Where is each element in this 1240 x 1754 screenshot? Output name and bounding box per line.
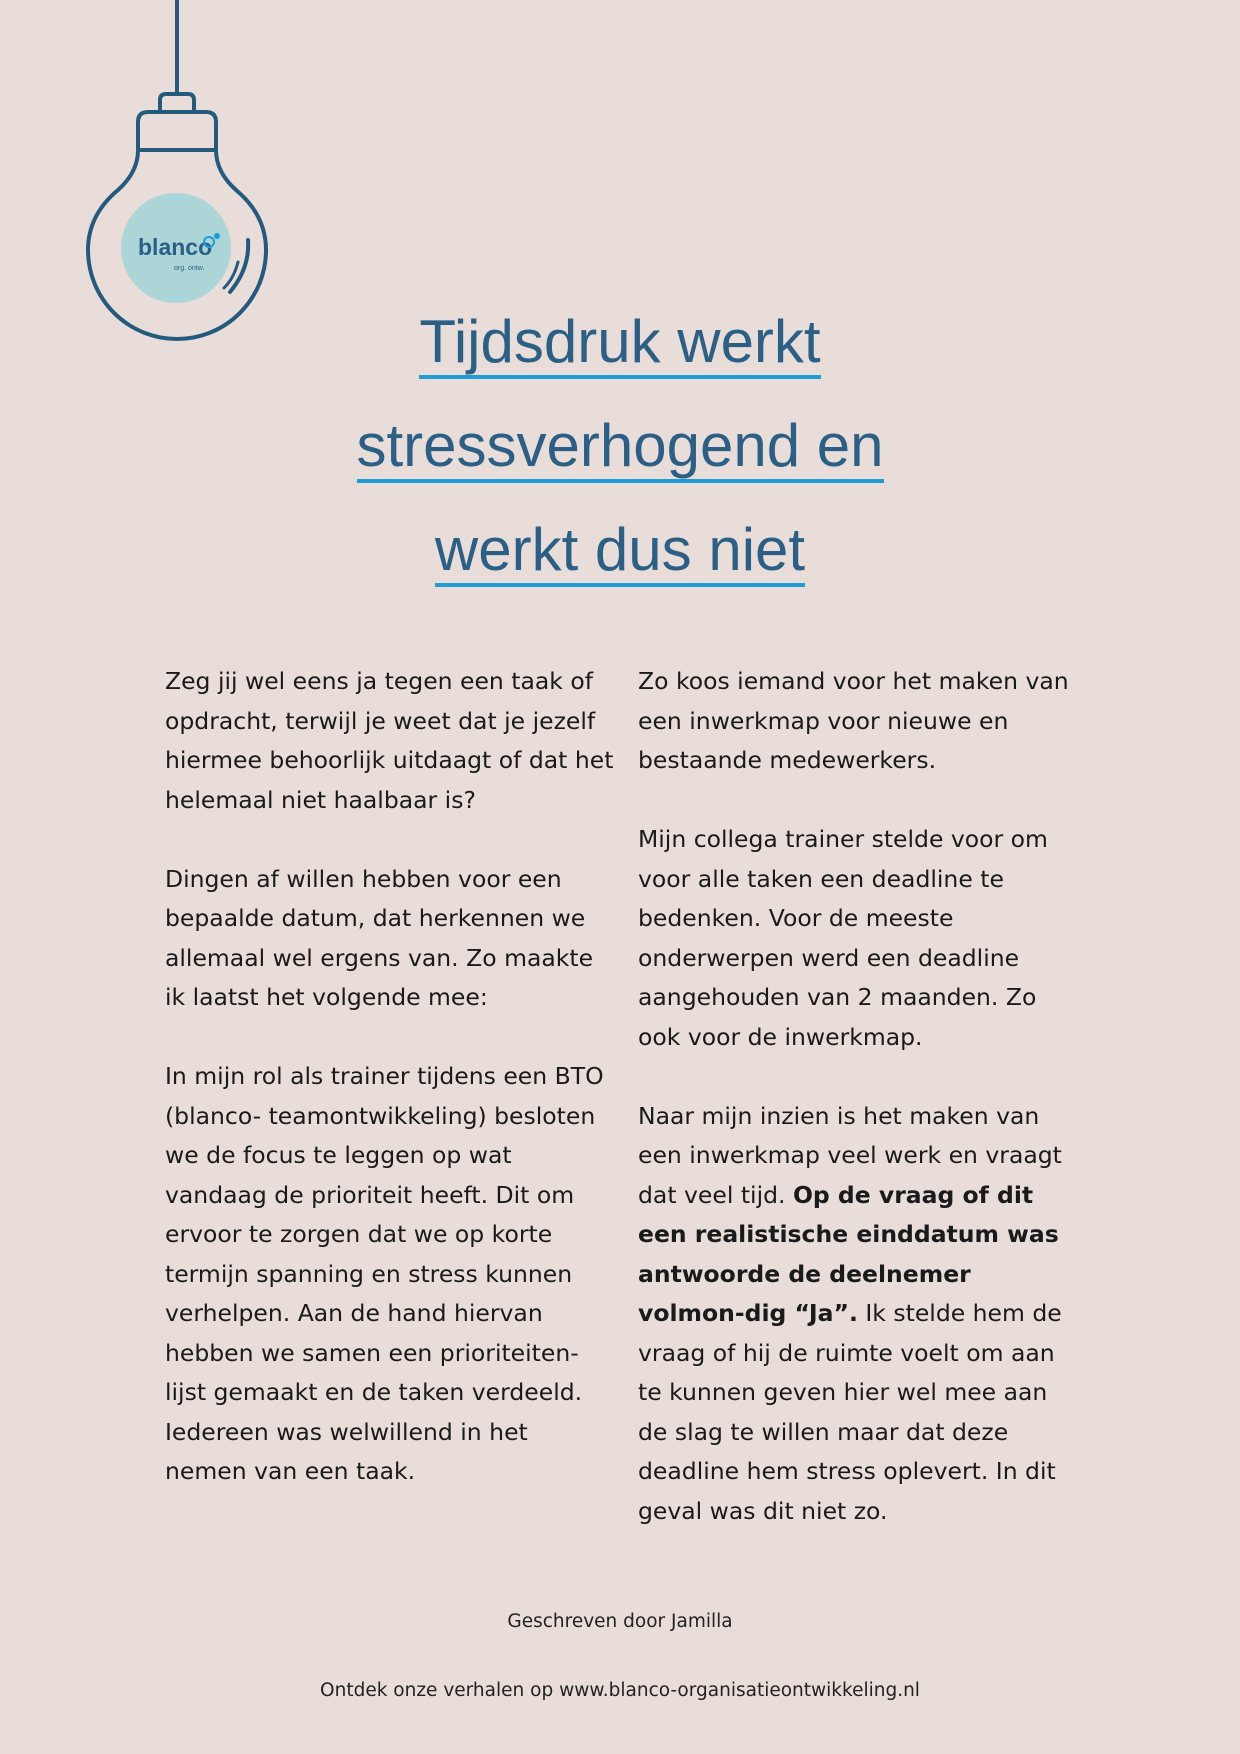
left-paragraph-2: Dingen af willen hebben voor een bepaalde datum, dat herkennen we allemaal wel ergens van. Zo maakte ik laatst het volgende mee: (165, 864, 594, 1011)
title-line-3: werkt dus niet (435, 517, 805, 587)
right-column (638, 662, 1078, 1531)
logo-wordmark: blanco (138, 234, 213, 260)
logo-subtext: org. ontw. (174, 265, 205, 272)
right-paragraph-3-end: Ik stelde hem de vraag of hij de ruimte voelt om aan te kunnen geven hier wel mee aan de slag te willen maar dat deze deadline hem stress oplevert. In dit geval was dit niet zo. (638, 1299, 1062, 1525)
title-line-2: stressverhogend en (357, 413, 884, 483)
logo-accent-dot-icon (214, 233, 220, 239)
left-column (165, 662, 615, 1492)
right-paragraph-3 (638, 1097, 1078, 1532)
right-paragraph-3-bold: Op de vraag of dit een realistische einddatum was antwoorde de deelnemer volmon-dig “Ja”. (638, 1180, 1059, 1327)
title-line-1: Tijdsdruk werkt (419, 309, 820, 379)
left-paragraph-1: Zeg jij wel eens ja tegen een taak of opdracht, terwijl je weet dat je jezelf hiermee behoorlijk uitdaagt of dat het helemaal niet haalbaar is? (165, 667, 614, 814)
page-title (0, 290, 1240, 602)
right-paragraph-1: Zo koos iemand voor het maken van een inwerkmap voor nieuwe en bestaande medewerkers. (638, 667, 1069, 774)
right-paragraph-3-start: Naar mijn inzien is het maken van een inwerkmap veel werk en vraagt dat veel tijd. (638, 1101, 1062, 1209)
website-line: Ontdek onze verhalen op www.blanco-organisatieontwikkeling.nl (320, 1680, 920, 1701)
left-paragraph-3: In mijn rol als trainer tijdens een BTO (blanco- teamontwikkeling) besloten we de focus te leggen op wat vandaag de prioriteit heeft. Dit om ervoor te zorgen dat we op korte termijn spanning en stress kunnen verhelpen. Aan de hand hiervan hebben we samen een prioriteiten-lijst gemaakt en de taken verdeeld. Iedereen was welwillend in het nemen van een taak. (165, 1062, 604, 1485)
right-paragraph-2: Mijn collega trainer stelde voor om voor alle taken een deadline te bedenken. Voor de meeste onderwerpen werd een deadline aangehouden van 2 maanden. Zo ook voor de inwerkmap. (638, 825, 1048, 1051)
author-credit: Geschreven door Jamilla (507, 1611, 733, 1632)
